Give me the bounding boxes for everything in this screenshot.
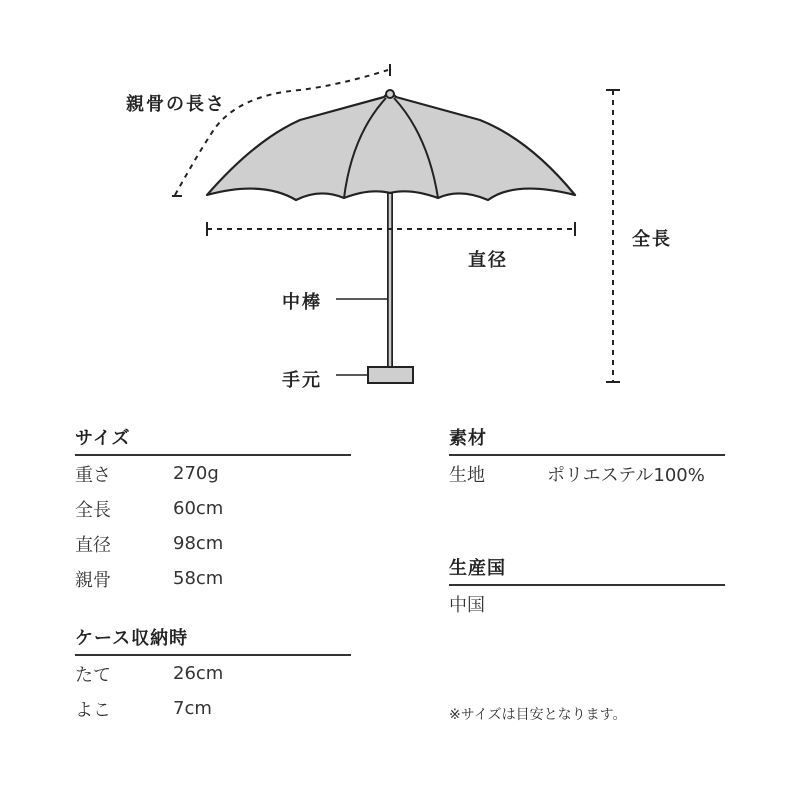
- handle-label: 手元: [282, 370, 322, 391]
- spec-key: 全長: [75, 499, 111, 521]
- rib-length-label: 親骨の長さ: [126, 94, 226, 115]
- spec-key: 重さ: [75, 464, 111, 486]
- spec-row-case-height: [75, 656, 351, 691]
- size-title: サイズ: [75, 424, 351, 456]
- spec-value: 7cm: [173, 698, 212, 719]
- spec-row-diameter: [75, 526, 351, 561]
- spec-row-rib: [75, 561, 351, 596]
- spec-value: 270g: [173, 463, 219, 484]
- spec-row-total-length: [75, 491, 351, 526]
- shaft-label: 中棒: [282, 292, 322, 313]
- spec-value: 58cm: [173, 568, 224, 589]
- umbrella-canopy: [207, 94, 575, 201]
- spec-row-weight: [75, 456, 351, 491]
- umbrella-handle: [368, 367, 413, 383]
- size-disclaimer-note: ※サイズは目安となります。: [449, 707, 627, 723]
- spec-row-case-width: [75, 691, 351, 726]
- spec-key: よこ: [75, 699, 111, 721]
- spec-value: 26cm: [173, 663, 224, 684]
- umbrella-tip: [386, 90, 394, 98]
- spec-key: 親骨: [75, 569, 111, 591]
- spec-value: ポリエステル100%: [547, 464, 705, 486]
- spec-key: 中国: [449, 594, 485, 616]
- spec-row-origin: [449, 586, 725, 621]
- spec-value: 60cm: [173, 498, 224, 519]
- origin-section: [449, 554, 725, 621]
- size-section: [75, 424, 351, 596]
- origin-title: 生産国: [449, 554, 725, 586]
- diameter-label: 直径: [468, 250, 508, 271]
- spec-value: 98cm: [173, 533, 224, 554]
- total-length-label: 全長: [632, 229, 672, 250]
- spec-key: 生地: [449, 464, 485, 486]
- spec-key: たて: [75, 664, 111, 686]
- spec-row-fabric: [449, 456, 725, 491]
- case-section: [75, 624, 351, 726]
- material-section: [449, 424, 725, 491]
- material-title: 素材: [449, 424, 725, 456]
- spec-key: 直径: [75, 534, 111, 556]
- case-title: ケース収納時: [75, 624, 351, 656]
